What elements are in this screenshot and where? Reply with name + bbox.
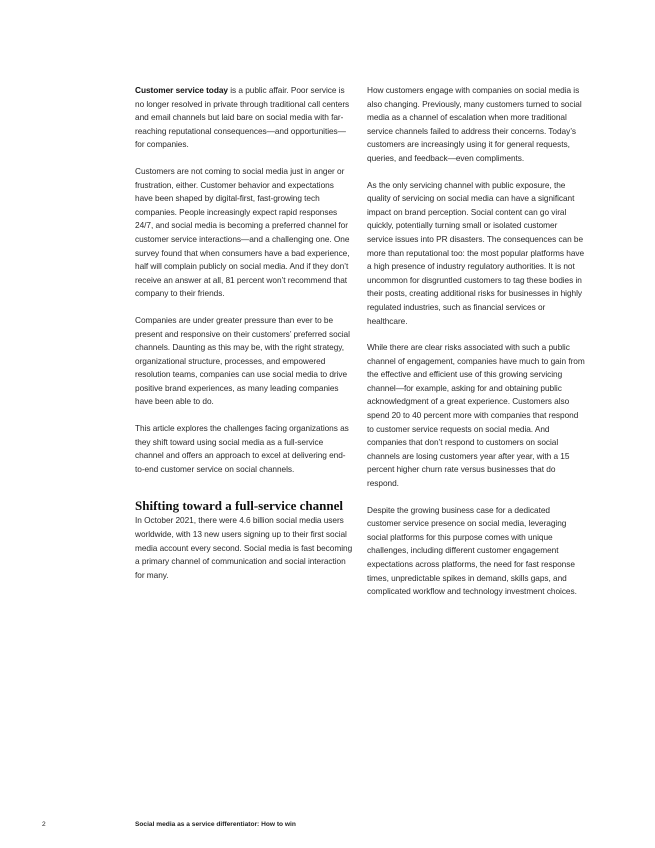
- body-paragraph-risks: While there are clear risks associated with such a public channel of engagement, companies have much to gain from the effective and efficient use of this growing servicing channel—for example, asking for and obtaining public acknowledgment of a great experience. Customers also spend 20 to 40 percent more with companies that respond to customer service requests on social media. And companies that don’t respond to customers on social channels are losing customers year after year, with a 15 percent higher churn rate versus businesses that do respond.: [367, 342, 585, 489]
- body-paragraph-challenges: Despite the growing business case for a dedicated customer service presence on social media, leveraging social platforms for this purpose comes with unique challenges, including different customer engagement expectations across platforms, the need for fast response times, unpredictable spikes in demand, skills gaps, and complicated workflow and technology investment choices.: [367, 504, 577, 597]
- lead-in-text: Customer service today: [135, 85, 228, 95]
- body-paragraph-engagement: How customers engage with companies on social media is also changing. Previously, many customers turned to social media as a channel of escalation when more traditional service channels failed to address their concerns. Today’s customers are increasingly using it for general requests, queries, and feedback—even compliments.: [367, 85, 582, 163]
- section-heading: Shifting toward a full-service channel: [135, 498, 343, 514]
- page-number: 2: [42, 821, 46, 828]
- right-column: [367, 84, 585, 612]
- body-paragraph-customers: Customers are not coming to social media just in anger or frustration, either. Customer behavior and expectations have been shaped by digital-first, fast-growing tech companies. People increasingly expect rapid responses 24/7, and social media is becoming a preferred channel for customer service interactions—and a challenging one. One survey found that when consumers have a bad experience, half will complain publicly on social media. And if they don’t receive an answer at all, 81 percent won’t recommend that company to their friends.: [135, 165, 350, 299]
- intro-paragraph: [135, 84, 353, 152]
- body-paragraph-pressure: Companies are under greater pressure than ever to be present and responsive on their customers’ preferred social channels. Daunting as this may be, with the right strategy, organizational structure, processes, and empowered resolution teams, companies can use social media to drive positive brand experiences, as many leading companies have been able to do.: [135, 314, 350, 407]
- left-column: [135, 84, 353, 595]
- body-paragraph-exposure: As the only servicing channel with public exposure, the quality of servicing on social media can have a significant impact on brand perception. Social content can go viral quickly, potentially turning small or isolated customer service issues into PR disasters. The consequences can be more than reputational too: the most popular platforms have a high presence of industry regulatory authorities. It is not uncommon for disgruntled customers to tag these bodies in their posts, creating additional risks for businesses in highly regulated industries, such as financial services or healthcare.: [367, 179, 585, 326]
- intro-paragraph-text: is a public affair. Poor service is no longer resolved in private through traditional call centers and email channels but laid bare on social media with far-reaching reputational consequences—and opportunities—for companies.: [135, 85, 350, 150]
- footer-title: Social media as a service differentiator: How to win: [135, 821, 296, 828]
- body-paragraph-stats: In October 2021, there were 4.6 billion social media users worldwide, with 13 new users signing up to their first social media account every second. Social media is fast becoming a primary channel of communication and social interaction for many.: [135, 515, 353, 580]
- body-paragraph-article: This article explores the challenges facing organizations as they shift toward using social media as a full-service channel and offers an approach to excel at delivering end-to-end customer service on social channels.: [135, 423, 349, 474]
